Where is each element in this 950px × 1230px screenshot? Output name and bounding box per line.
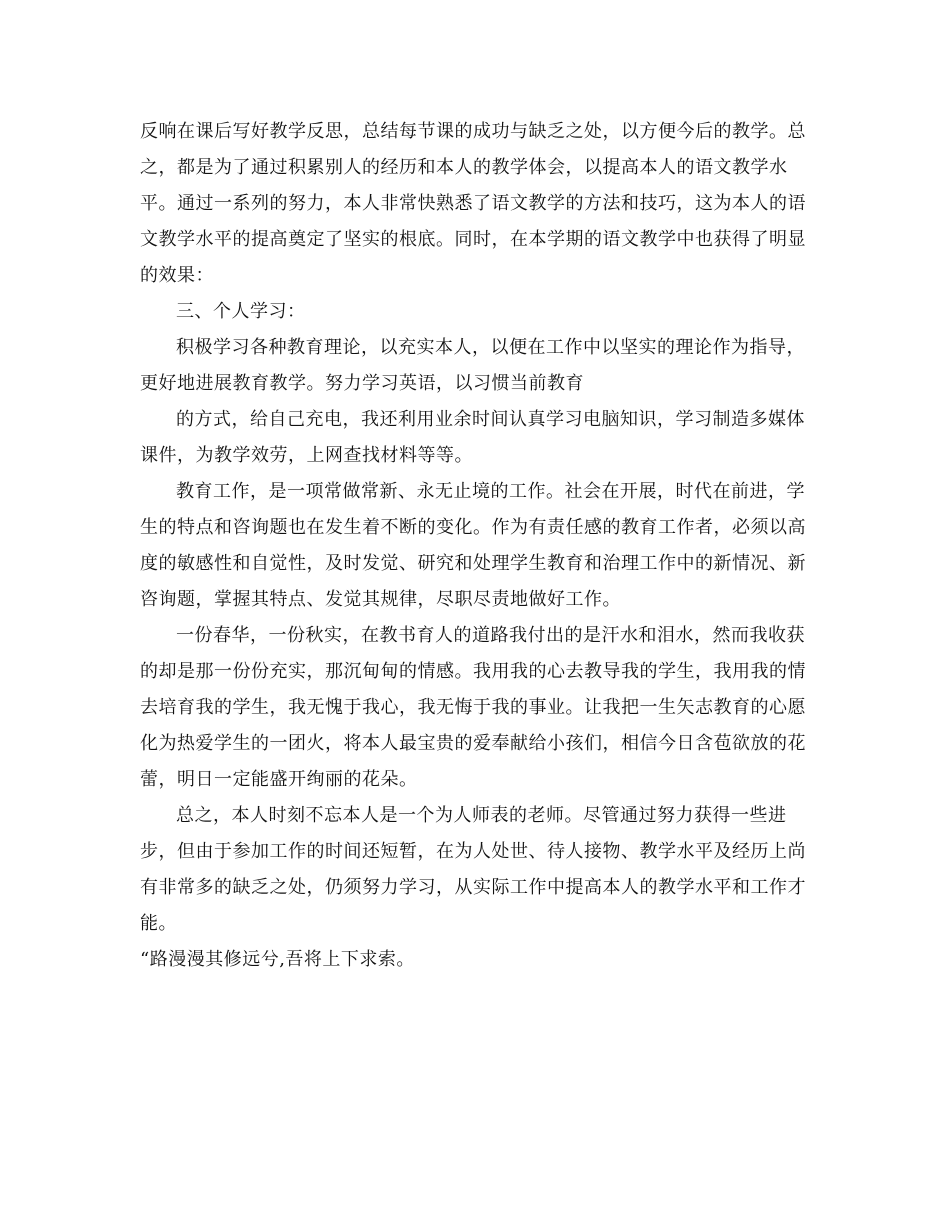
paragraph-spring-autumn: 一份春华，一份秋实，在教书育人的道路我付出的是汗水和泪水，然而我收获的却是那一份份充实，那沉甸甸的情感。我用我的心去教导我的学生，我用我的情去培育我的学生，我无愧于我心，我无悔于我的事业。让我把一生矢志教育的心愿化为热爱学生的一团火，将本人最宝贵的爱奉献给小孩们，相信今日含苞欲放的花蕾，明日一定能盛开绚丽的花朵。 — [140, 625, 806, 790]
paragraph-reflection: 反响在课后写好教学反思，总结每节课的成功与缺乏之处，以方便今后的教学。总之，都是为了通过积累别人的经历和本人的教学体会，以提高本人的语文教学水平。通过一系列的努力，本人非常快熟悉了语文教学的方法和技巧，这为本人的语文教学水平的提高奠定了坚实的根底。同时，在本学期的语文教学中也获得了明显的效果： — [140, 121, 806, 286]
paragraph-education-work: 教育工作，是一项常做常新、永无止境的工作。社会在开展，时代在前进，学生的特点和咨询题也在发生着不断的变化。作为有责任感的教育工作者，必须以高度的敏感性和自觉性，及时发觉、研究和处理学生教育和治理工作中的新情况、新咨询题，掌握其特点、发觉其规律，尽职尽责地做好工作。 — [140, 481, 806, 610]
section-heading-personal-study: 三、个人学习： — [176, 301, 306, 322]
closing-quote: “路漫漫其修远兮,吾将上下求索。 — [140, 949, 415, 970]
document-body — [140, 114, 820, 978]
paragraph-summary: 总之，本人时刻不忘本人是一个为人师表的老师。尽管通过努力获得一些进步，但由于参加工作的时间还短暂，在为人处世、待人接物、教学水平及经历上尚有非常多的缺乏之处，仍须努力学习，从实际工作中提高本人的教学水平和工作才能。 — [140, 805, 806, 934]
paragraph-study-theory: 积极学习各种教育理论，以充实本人，以便在工作中以坚实的理论作为指导，更好地进展教育教学。努力学习英语，以习惯当前教育 — [140, 337, 805, 394]
paragraph-study-method: 的方式，给自己充电，我还利用业余时间认真学习电脑知识，学习制造多媒体课件，为教学效劳，上网查找材料等等。 — [140, 409, 805, 466]
